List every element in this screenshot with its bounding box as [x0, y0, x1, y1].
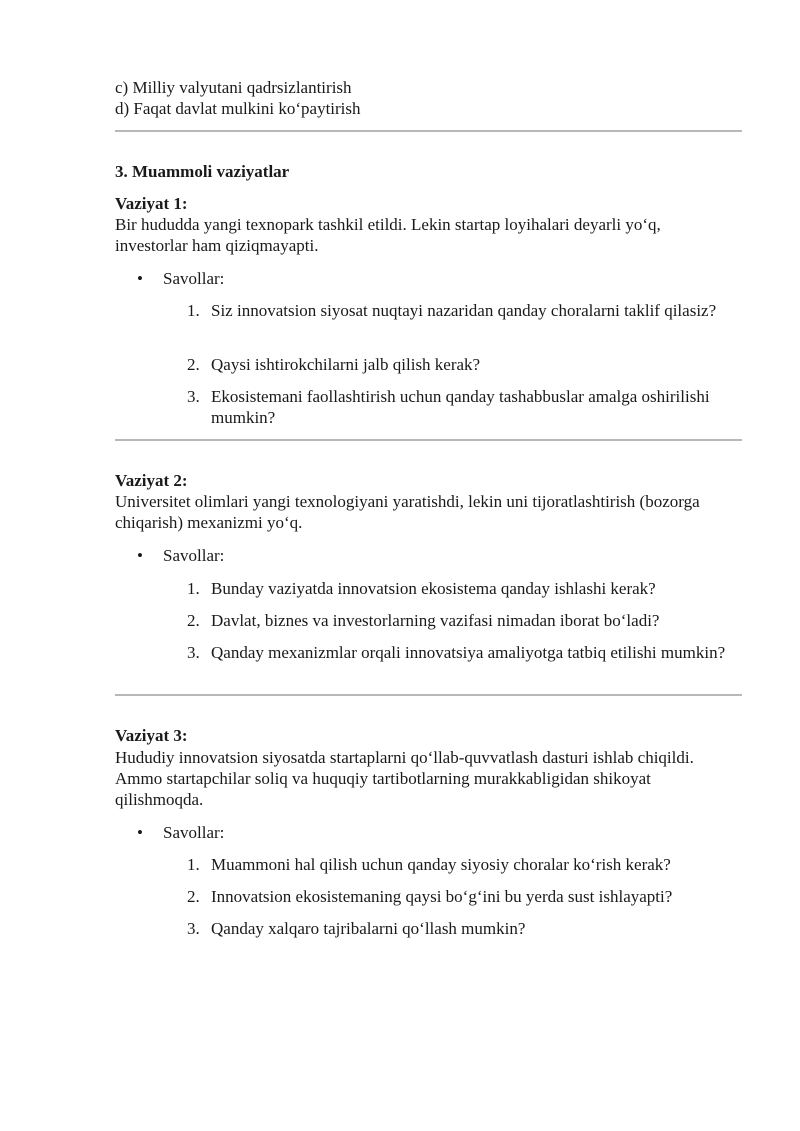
situation-1-title: Vaziyat 1: — [115, 194, 188, 213]
question-text: Bunday vaziyatda innovatsion ekosistema qanday ishlashi kerak? — [211, 579, 656, 598]
question-text: Qaysi ishtirokchilarni jalb qilish kerak? — [211, 355, 481, 374]
section-divider — [115, 439, 742, 441]
question-text: Davlat, biznes va investorlarning vazifasi nimadan iborat bo‘ladi? — [211, 611, 660, 630]
question-text: Qanday mexanizmlar orqali innovatsiya amaliyotga tatbiq etilishi mumkin? — [211, 643, 726, 662]
bullet-icon: • — [137, 546, 143, 565]
question-number: 2. — [187, 611, 200, 630]
question-number: 3. — [187, 387, 200, 406]
section-title: 3. Muammoli vaziyatlar — [115, 162, 290, 181]
question-number: 1. — [187, 855, 200, 874]
situation-3-questions-label — [137, 822, 224, 843]
situation-3-text: Hududiy innovatsion siyosatda startaplarni qo‘llab-quvvatlash dasturi ishlab chiqildi. Ammo startapchilar soliq va huquqiy tartibotlarning murakkabligidan shikoyat qilishmoqda. — [115, 748, 694, 809]
question-number: 3. — [187, 919, 200, 938]
situation-3-title: Vaziyat 3: — [115, 726, 188, 745]
answer-option-c: c) Milliy valyutani qadrsizlantirish — [115, 78, 352, 97]
section-divider — [115, 694, 742, 696]
question-text: Muammoni hal qilish uchun qanday siyosiy choralar ko‘rish kerak? — [211, 855, 671, 874]
questions-label: Savollar: — [163, 269, 225, 288]
questions-label: Savollar: — [163, 546, 225, 565]
questions-label: Savollar: — [163, 823, 225, 842]
answer-option-d: d) Faqat davlat mulkini ko‘paytirish — [115, 99, 361, 118]
situation-2-title: Vaziyat 2: — [115, 471, 188, 490]
situation-1-questions-label — [137, 268, 224, 289]
question-number: 2. — [187, 887, 200, 906]
bullet-icon: • — [137, 823, 143, 842]
bullet-icon: • — [137, 269, 143, 288]
question-text: Qanday xalqaro tajribalarni qo‘llash mumkin? — [211, 919, 526, 938]
situation-2-questions-label — [137, 545, 224, 566]
question-number: 1. — [187, 301, 200, 320]
question-text: Ekosistemani faollashtirish uchun qanday tashabbuslar amalga oshirilishi mumkin? — [211, 387, 710, 427]
situation-1-text: Bir hududda yangi texnopark tashkil etildi. Lekin startap loyihalari deyarli yo‘q, investorlar ham qiziqmayapti. — [115, 215, 661, 255]
question-text: Innovatsion ekosistemaning qaysi bo‘g‘ini bu yerda sust ishlayapti? — [211, 887, 673, 906]
situation-2-text: Universitet olimlari yangi texnologiyani yaratishdi, lekin uni tijoratlashtirish (bozorga chiqarish) mexanizmi yo‘q. — [115, 492, 700, 532]
question-number: 1. — [187, 579, 200, 598]
question-number: 2. — [187, 355, 200, 374]
section-divider — [115, 130, 742, 132]
question-number: 3. — [187, 643, 200, 662]
question-text: Siz innovatsion siyosat nuqtayi nazaridan qanday choralarni taklif qilasiz? — [211, 301, 717, 320]
